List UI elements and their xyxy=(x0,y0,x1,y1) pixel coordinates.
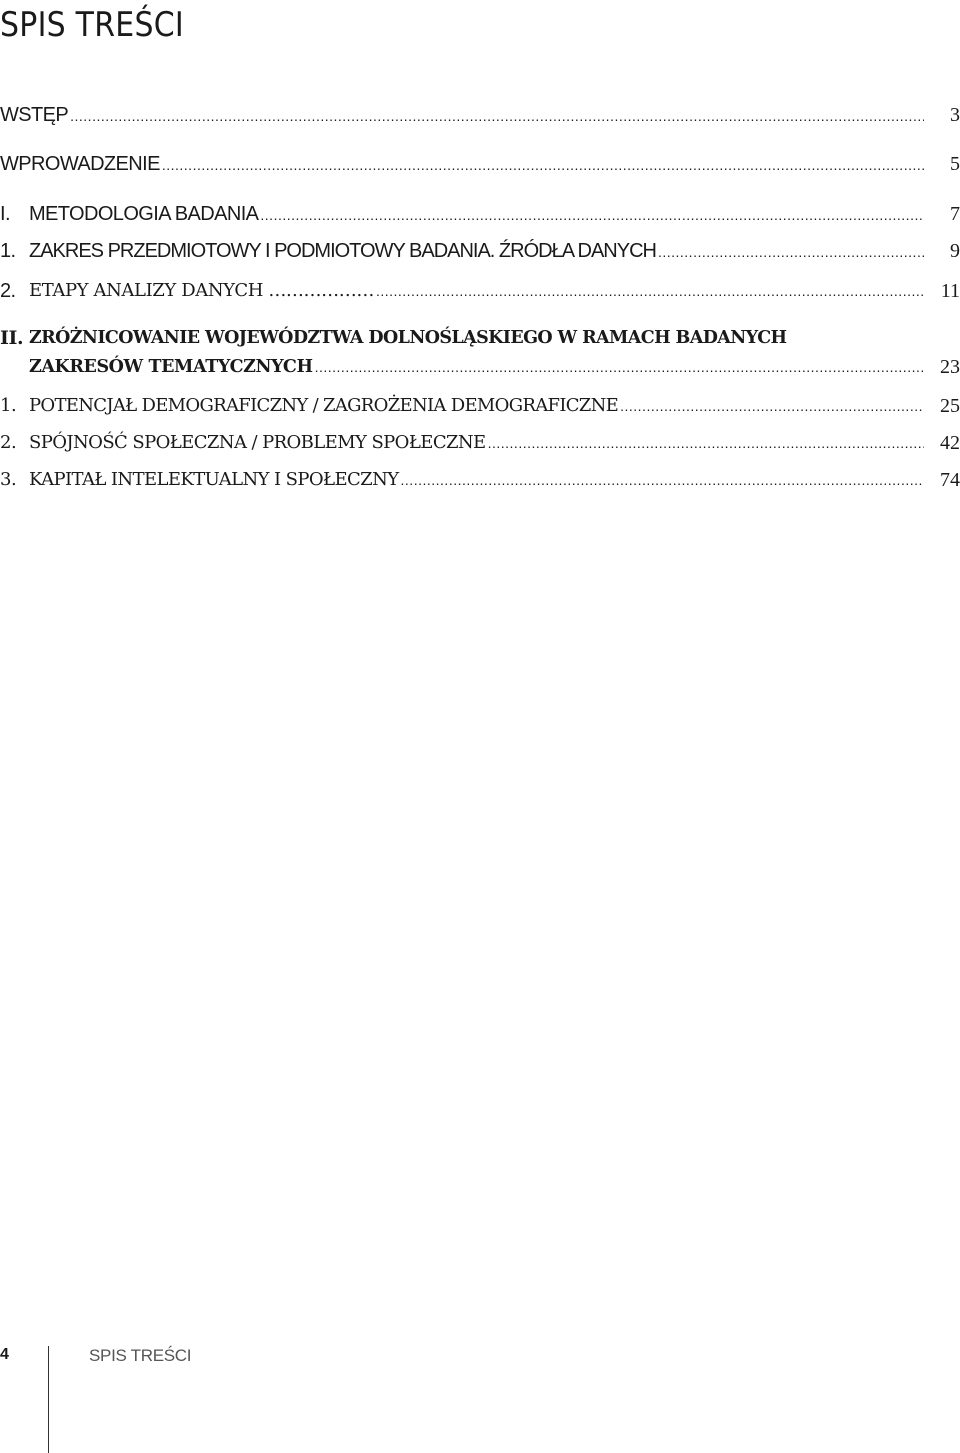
toc-row-etapy[interactable] xyxy=(0,275,960,307)
toc-row-zakres[interactable] xyxy=(0,235,960,267)
dot-leader xyxy=(260,199,924,230)
toc-page-number: 3 xyxy=(950,104,960,126)
toc-entry-title: WSTĘP xyxy=(0,104,69,126)
toc-page-number: 5 xyxy=(950,153,960,175)
toc-entry-number: 1. xyxy=(0,240,16,262)
dot-leader xyxy=(658,236,924,267)
toc-entry-number: 1. xyxy=(0,395,17,416)
toc-entry-title: SPÓJNOŚĆ SPOŁECZNA / PROBLEMY SPOŁECZNE xyxy=(29,432,486,453)
dot-leader xyxy=(620,390,924,422)
toc-entry-number: 3. xyxy=(0,469,17,490)
toc-row-zroznicowanie[interactable] xyxy=(0,322,960,354)
toc-row-wstep[interactable] xyxy=(0,99,960,131)
toc-entry-title: ZAKRESÓW TEMATYCZNYCH xyxy=(29,357,313,377)
toc-page-number: 74 xyxy=(940,469,960,491)
dot-leader xyxy=(315,351,924,383)
toc-page-number: 9 xyxy=(950,240,960,262)
toc-entry-title: ETAPY ANALIZY DANYCH ……………… xyxy=(29,280,374,301)
footer-section-label: SPIS TREŚCI xyxy=(89,1346,192,1365)
toc-entry-number: I. xyxy=(0,203,10,225)
toc-row-zakresow[interactable] xyxy=(0,351,960,383)
dot-leader xyxy=(401,464,924,496)
dot-leader xyxy=(488,427,924,459)
toc-page-number: 11 xyxy=(940,280,960,302)
dot-leader xyxy=(162,149,924,180)
toc-entry-title: METODOLOGIA BADANIA xyxy=(29,203,259,225)
page-title: SPIS TREŚCI xyxy=(0,5,184,45)
footer-page-number: 4 xyxy=(0,1346,9,1363)
toc-entry-title: WPROWADZENIE xyxy=(0,153,160,175)
toc-row-potencjal[interactable] xyxy=(0,390,960,422)
toc-entry-number: II. xyxy=(0,327,24,349)
toc-page-number: 7 xyxy=(950,203,960,225)
toc-row-spojnosc[interactable] xyxy=(0,427,960,459)
toc-row-wprowadzenie[interactable] xyxy=(0,148,960,180)
toc-entry-title: KAPITAŁ INTELEKTUALNY I SPOŁECZNY xyxy=(29,469,399,490)
toc-row-metodologia[interactable] xyxy=(0,198,960,230)
toc-entry-title: POTENCJAŁ DEMOGRAFICZNY / ZAGROŻENIA DEMOGRAFICZNE xyxy=(29,395,619,416)
footer-divider xyxy=(48,1346,49,1453)
dot-leader xyxy=(376,275,924,307)
toc-page-number: 23 xyxy=(940,356,960,378)
toc-entry-number: 2. xyxy=(0,432,17,453)
toc-entry-title: ZRÓŻNICOWANIE WOJEWÓDZTWA DOLNOŚLĄSKIEGO W RAMACH BADANYCH xyxy=(29,328,787,348)
toc-page-number: 25 xyxy=(940,395,960,417)
toc-entry-number: 2. xyxy=(0,280,16,302)
table-of-contents xyxy=(0,0,960,520)
toc-page-number: 42 xyxy=(940,432,960,454)
toc-row-kapital[interactable] xyxy=(0,464,960,496)
dot-leader xyxy=(70,100,924,131)
toc-entry-title: ZAKRES PRZEDMIOTOWY I PODMIOTOWY BADANIA. ŹRÓDŁA DANYCH xyxy=(29,240,656,262)
